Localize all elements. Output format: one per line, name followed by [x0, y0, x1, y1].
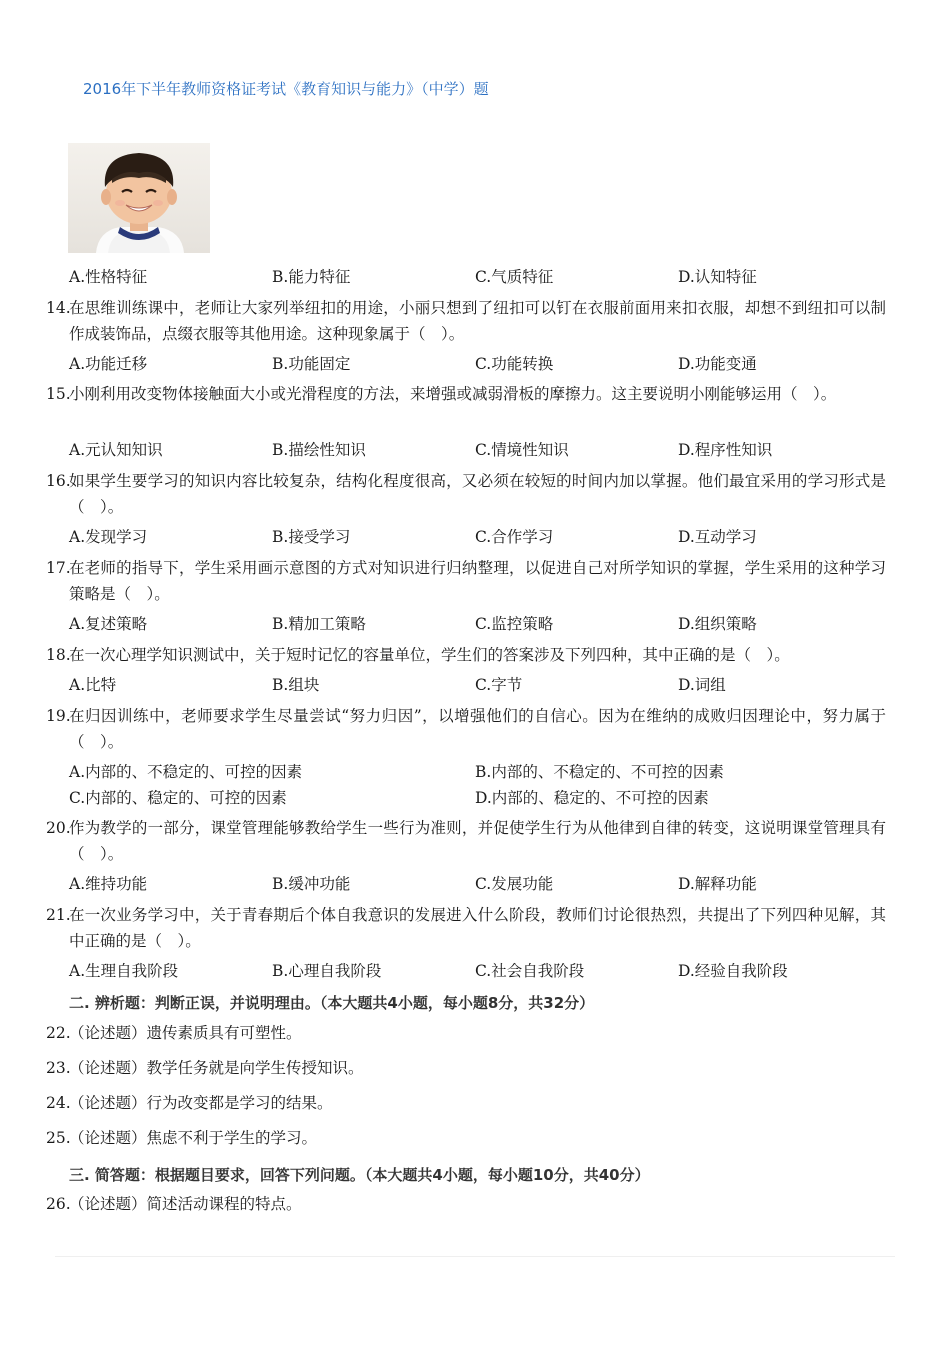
question-text: 在思维训练课中，老师让大家列举纽扣的用途，小丽只想到了纽扣可以钉在衣服前面用来扣衣服，却想不到纽扣可以制作成装饰品，点缀衣服等其他用途。这种现象属于（ ）。: [69, 299, 886, 343]
option-c: C.内部的、稳定的、可控的因素: [69, 789, 287, 807]
question-26: [46, 1191, 886, 1217]
footer-divider: [55, 1256, 895, 1257]
question-number: 15.: [46, 385, 71, 403]
question-number: 22.: [46, 1024, 71, 1042]
question-text: 小刚利用改变物体接触面大小或光滑程度的方法，来增强或减弱滑板的摩擦力。这主要说明小刚能够运用（ ）。: [69, 385, 837, 403]
option-d: D.互动学习: [678, 528, 757, 546]
option-a: A.复述策略: [69, 615, 148, 633]
question-number: 25.: [46, 1129, 71, 1147]
option-d: D.程序性知识: [678, 441, 773, 459]
option-c: C.发展功能: [475, 875, 554, 893]
question-text: 作为教学的一部分，课堂管理能够教给学生一些行为准则，并促使学生行为从他律到自律的转变，这说明课堂管理具有（ ）。: [69, 819, 886, 863]
option-a: A.比特: [69, 676, 117, 694]
question-text: （论述题）焦虑不利于学生的学习。: [69, 1129, 318, 1147]
question-number: 21.: [46, 906, 71, 924]
option-d: D.经验自我阶段: [678, 962, 788, 980]
options-q21: [69, 958, 889, 984]
options-q16: [69, 524, 889, 550]
question-22: [46, 1020, 886, 1046]
option-c: C.气质特征: [475, 268, 554, 286]
question-text: 在老师的指导下，学生采用画示意图的方式对知识进行归纳整理，以促进自己对所学知识的掌握，学生采用的这种学习策略是（ ）。: [69, 559, 886, 603]
question-text: 在一次业务学习中，关于青春期后个体自我意识的发展进入什么阶段，教师们讨论很热烈，共提出了下列四种见解，其中正确的是（ ）。: [69, 906, 886, 950]
option-d: D.词组: [678, 676, 726, 694]
question-15: [46, 381, 886, 433]
options-q19-row1: [69, 759, 889, 785]
option-b: B.缓冲功能: [272, 875, 351, 893]
section-heading-analysis: 二. 辨析题：判断正误，并说明理由。（本大题共4小题，每小题8分，共32分）: [69, 994, 595, 1012]
question-18: [46, 642, 886, 668]
option-b: B.心理自我阶段: [272, 962, 382, 980]
question-20: [46, 815, 886, 867]
option-d: D.解释功能: [678, 875, 757, 893]
option-a: A.生理自我阶段: [69, 962, 179, 980]
option-b: B.接受学习: [272, 528, 351, 546]
option-b: B.能力特征: [272, 268, 351, 286]
question-text: （论述题）行为改变都是学习的结果。: [69, 1094, 333, 1112]
option-a: A.维持功能: [69, 875, 148, 893]
question-text: 在一次心理学知识测试中，关于短时记忆的容量单位，学生们的答案涉及下列四种，其中正确的是（ ）。: [69, 646, 790, 664]
option-c: C.合作学习: [475, 528, 554, 546]
option-a: A.功能迁移: [69, 355, 148, 373]
options-q14: [69, 351, 889, 377]
options-q15: [69, 437, 889, 463]
question-text: 在归因训练中，老师要求学生尽量尝试“努力归因”，以增强他们的自信心。因为在维纳的成败归因理论中，努力属于（ ）。: [69, 707, 886, 751]
question-25: [46, 1125, 886, 1151]
option-b: B.功能固定: [272, 355, 351, 373]
option-b: B.内部的、不稳定的、不可控的因素: [475, 763, 724, 781]
option-c: C.字节: [475, 676, 523, 694]
option-b: B.精加工策略: [272, 615, 366, 633]
options-q17: [69, 611, 889, 637]
question-23: [46, 1055, 886, 1081]
option-d: D.组织策略: [678, 615, 757, 633]
question-number: 18.: [46, 646, 71, 664]
question-number: 24.: [46, 1094, 71, 1112]
question-19: [46, 703, 886, 755]
options-q19-row2: [69, 785, 889, 811]
question-21: [46, 902, 886, 954]
question-17: [46, 555, 886, 607]
option-c: C.功能转换: [475, 355, 554, 373]
question-number: 14.: [46, 299, 71, 317]
option-a: A.内部的、不稳定的、可控的因素: [69, 763, 303, 781]
option-b: B.描绘性知识: [272, 441, 366, 459]
question-text: （论述题）简述活动课程的特点。: [69, 1195, 302, 1213]
options-q18: [69, 672, 889, 698]
option-a: A.元认知知识: [69, 441, 163, 459]
option-d: D.认知特征: [678, 268, 757, 286]
option-a: A.发现学习: [69, 528, 148, 546]
option-c: C.监控策略: [475, 615, 554, 633]
option-c: C.情境性知识: [475, 441, 569, 459]
options-q20: [69, 871, 889, 897]
options-q13: [69, 264, 889, 290]
question-number: 17.: [46, 559, 71, 577]
option-b: B.组块: [272, 676, 320, 694]
question-number: 20.: [46, 819, 71, 837]
option-a: A.性格特征: [69, 268, 148, 286]
question-number: 23.: [46, 1059, 71, 1077]
document-title: 2016年下半年教师资格证考试《教育知识与能力》（中学）题: [83, 80, 489, 98]
section-heading-short-answer: 三. 简答题：根据题目要求，回答下列问题。（本大题共4小题，每小题10分，共40分）: [69, 1166, 650, 1184]
question-14: [46, 295, 886, 347]
question-number: 16.: [46, 472, 71, 490]
question-text: （论述题）遗传素质具有可塑性。: [69, 1024, 302, 1042]
child-photo: [68, 143, 210, 253]
option-d: D.内部的、稳定的、不可控的因素: [475, 789, 709, 807]
option-d: D.功能变通: [678, 355, 757, 373]
question-number: 19.: [46, 707, 71, 725]
question-24: [46, 1090, 886, 1116]
question-text: （论述题）教学任务就是向学生传授知识。: [69, 1059, 364, 1077]
option-c: C.社会自我阶段: [475, 962, 585, 980]
question-text: 如果学生要学习的知识内容比较复杂，结构化程度很高，又必须在较短的时间内加以掌握。他们最宜采用的学习形式是（ ）。: [69, 472, 886, 516]
question-number: 26.: [46, 1195, 71, 1213]
question-16: [46, 468, 886, 520]
